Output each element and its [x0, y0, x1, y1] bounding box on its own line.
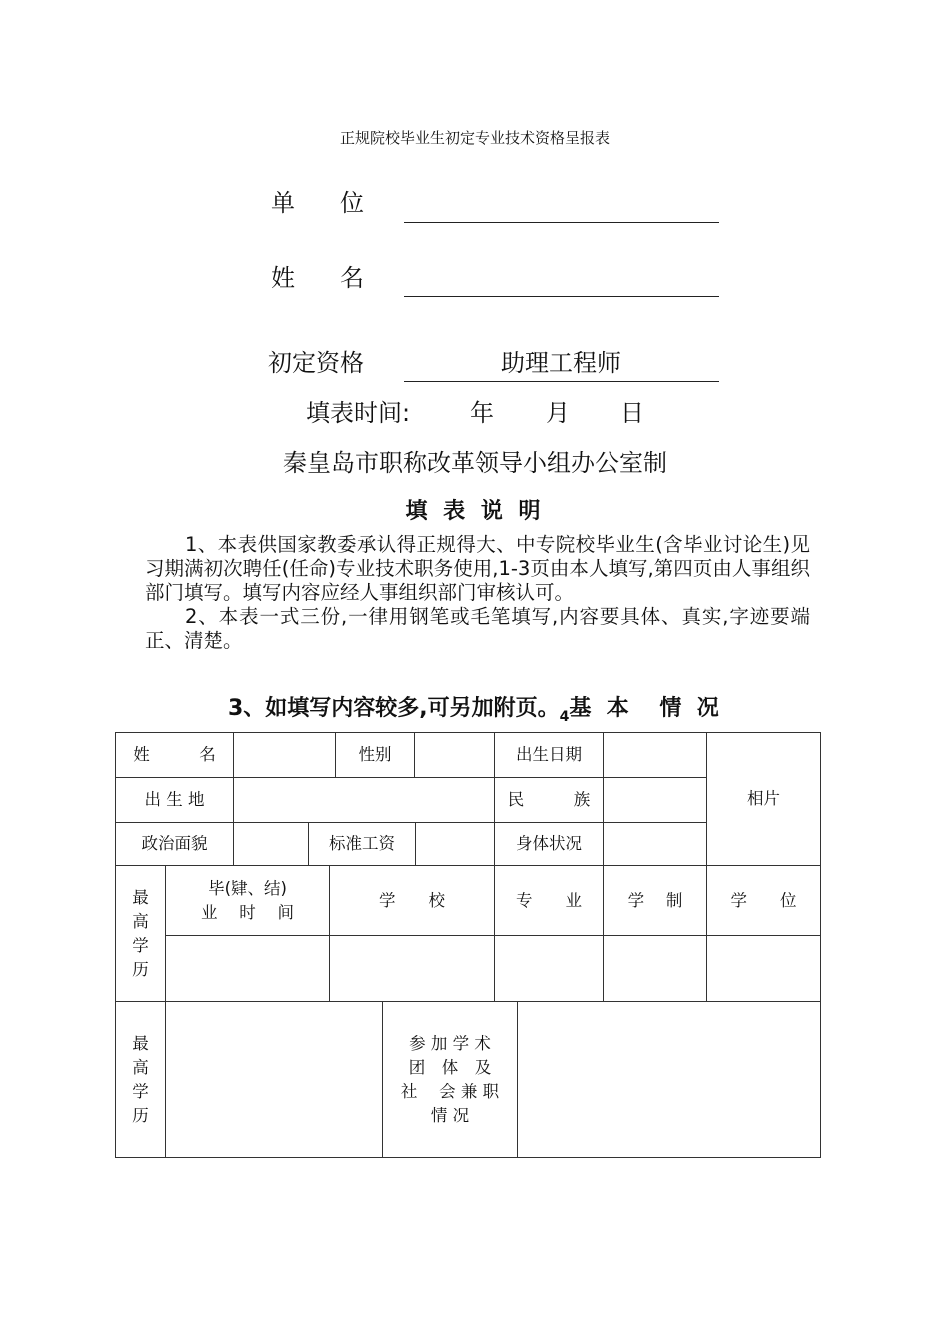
section-marker: 4: [559, 709, 570, 725]
salary-input-cell[interactable]: [415, 822, 495, 866]
education-label-cell: [115, 865, 166, 1002]
photo-cell[interactable]: 相片: [706, 732, 821, 866]
fill-time-day: 日: [620, 399, 644, 427]
name-label-char1: 姓: [271, 264, 295, 292]
society-input-cell[interactable]: [517, 1001, 821, 1158]
political-label-cell: 政治面貌: [115, 822, 234, 866]
qualification-underline: [404, 381, 719, 382]
society-label-cell: [382, 1001, 518, 1158]
section-heading: [228, 691, 719, 725]
major-header-cell: 专 业: [494, 865, 604, 936]
name-input-cell[interactable]: [233, 732, 336, 778]
unit-label-char2: 位: [340, 189, 364, 217]
society-label-line: 社 会 兼 职: [400, 1081, 500, 1101]
instructions-body: [145, 533, 810, 653]
unit-underline: [404, 222, 719, 223]
degree-header-cell: 学 位: [706, 865, 821, 936]
education-label-char: 学: [132, 935, 149, 955]
grad-time-line-1: 毕(肄、结): [208, 878, 287, 898]
school-header-cell: 学 校: [329, 865, 495, 936]
health-input-cell[interactable]: [603, 822, 707, 866]
qualification-label: 初定资格: [268, 349, 364, 377]
birthplace-label-cell: 出 生 地: [115, 777, 234, 823]
major-input-cell[interactable]: [494, 935, 604, 1002]
society-label-line: 团 体 及: [408, 1057, 492, 1077]
instruction-paragraph-2: 2、本表一式三份,一律用钢笔或毛笔填写,内容要具体、真实,字迹要端正、清楚。: [145, 605, 810, 652]
salary-label-cell: 标准工资: [308, 822, 416, 866]
name-label-cell: 姓 名: [115, 732, 234, 778]
birth-date-input-cell[interactable]: [603, 732, 707, 778]
fill-time-label: 填表时间:: [306, 399, 411, 427]
fill-time-year: 年: [470, 399, 494, 427]
grad-time-input-cell[interactable]: [165, 935, 330, 1002]
school-input-cell[interactable]: [329, 935, 495, 1002]
birth-date-label-cell: 出生日期: [494, 732, 604, 778]
education-label-char: 历: [132, 959, 149, 979]
system-input-cell[interactable]: [603, 935, 707, 1002]
education-detail-input-cell[interactable]: [165, 1001, 383, 1158]
qualification-value: 助理工程师: [501, 349, 621, 377]
system-header-cell: 学 制: [603, 865, 707, 936]
instruction-paragraph-1: 1、本表供国家教委承认得正规得大、中专院校毕业生(含毕业讨论生)见习期满初次聘任(任命)专业技术职务使用,1-3页由本人填写,第四页由人事组织部门填写。填写内容应经人事组织部门审核认可。: [145, 533, 810, 604]
education-label-char: 学: [132, 1081, 149, 1101]
health-label-cell: 身体状况: [494, 822, 604, 866]
society-label-line: 参 加 学 术: [409, 1033, 491, 1053]
gender-input-cell[interactable]: [414, 732, 495, 778]
unit-label-char1: 单: [271, 189, 295, 217]
society-label-line: 情 况: [430, 1105, 470, 1125]
political-input-cell[interactable]: [233, 822, 309, 866]
name-label-char2: 名: [340, 264, 364, 292]
ethnicity-input-cell[interactable]: [603, 777, 707, 823]
name-underline: [404, 296, 719, 297]
grad-time-header-cell: [165, 865, 330, 936]
issuer: 秦皇岛市职称改革领导小组办公室制: [283, 449, 667, 477]
instruction-paragraph-3: 3、如填写内容较多,可另加附页。: [228, 696, 560, 721]
birthplace-input-cell[interactable]: [233, 777, 495, 823]
instructions-title: 填 表 说 明: [405, 499, 545, 524]
document-title: 正规院校毕业生初定专业技术资格呈报表: [339, 129, 610, 147]
education-label-cell-2: [115, 1001, 166, 1158]
education-label-char: 高: [132, 911, 149, 931]
gender-label-cell: 性别: [335, 732, 415, 778]
fill-time-month: 月: [546, 399, 570, 427]
degree-input-cell[interactable]: [706, 935, 821, 1002]
ethnicity-label-cell: 民 族: [494, 777, 604, 823]
education-label-char: 最: [132, 887, 149, 907]
grad-time-line-2: 业 时 间: [201, 902, 294, 922]
education-label-char: 历: [132, 1105, 149, 1125]
section-title: 基 本 情 况: [569, 696, 719, 721]
education-label-char: 最: [132, 1033, 149, 1053]
education-label-char: 高: [132, 1057, 149, 1077]
